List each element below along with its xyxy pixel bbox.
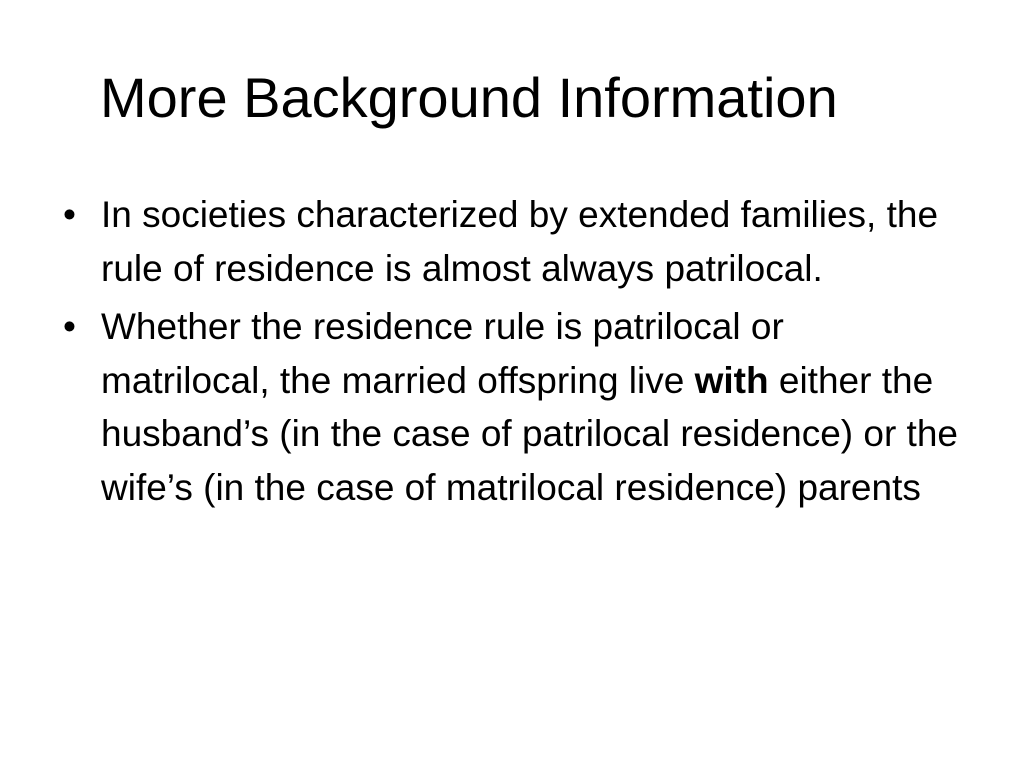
bullet-text: In societies characterized by extended families, the rule of residence is almost always patrilocal.: [101, 194, 939, 289]
bullet-marker: •: [63, 194, 76, 235]
slide-title: More Background Information: [100, 66, 838, 129]
bullet-item-extended-families: [60, 188, 960, 295]
bullet-list: [60, 188, 960, 519]
bullet-text-before: Whether the residence rule is patrilocal or matrilocal, the married offspring live: [101, 306, 784, 401]
bullet-text-after: either the husband’s (in the case of patrilocal residence) or the wife’s (in the case of matrilocal residence) parents: [101, 359, 958, 508]
bullet-item-residence-rule: [60, 300, 960, 514]
bullet-marker: •: [63, 306, 76, 347]
bullet-emphasis: with: [694, 359, 769, 401]
